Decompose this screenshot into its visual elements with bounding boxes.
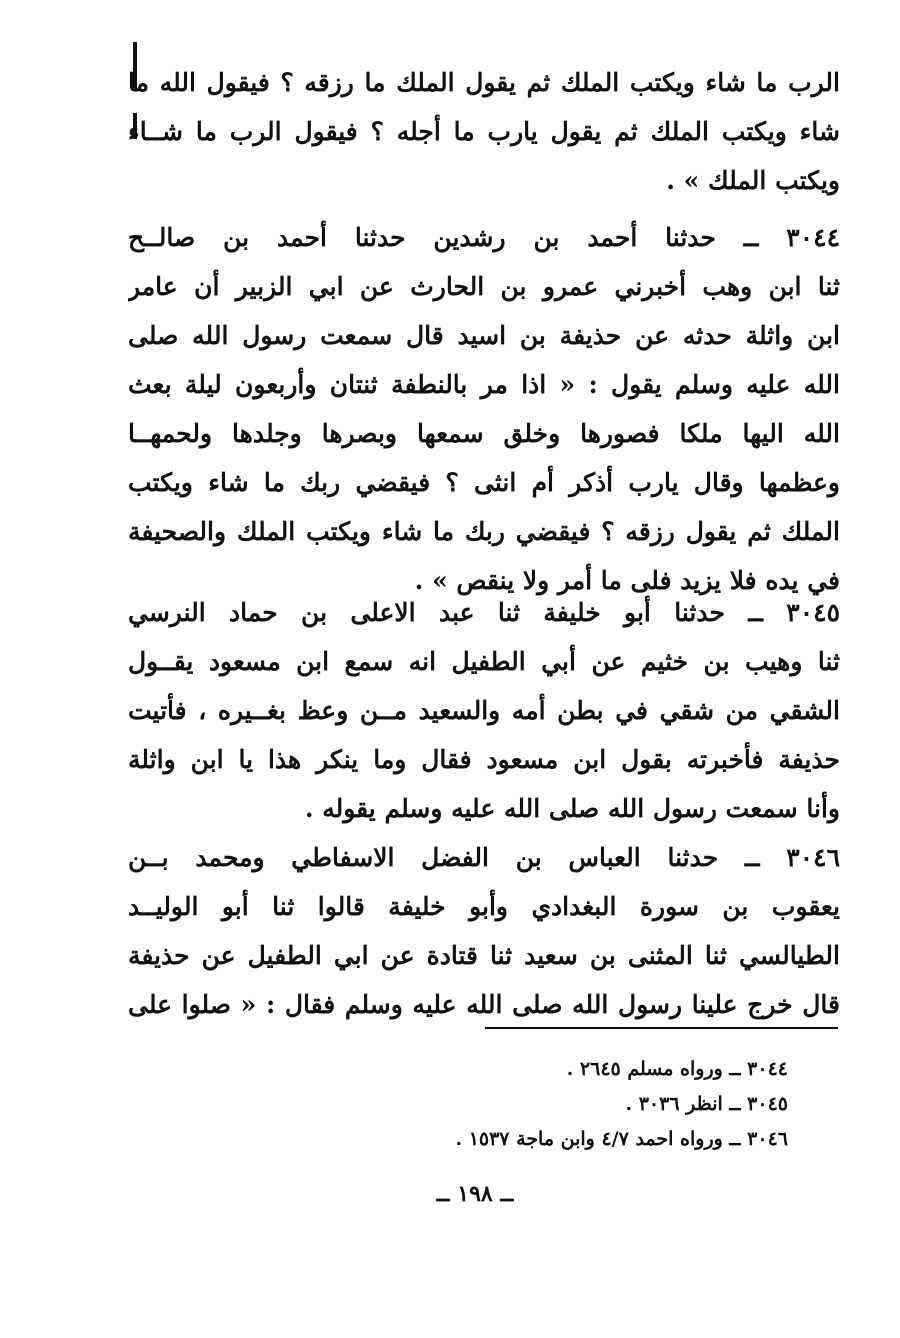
text-line: الطيالسي ثنا المثنى بن سعيد ثنا قتادة عن ابي الطفيل عن حذيفة bbox=[128, 941, 840, 970]
hadith-3046 bbox=[128, 833, 840, 1029]
text-line: الله اليها ملكا فصورها وخلق سمعها وبصرها وجلدها ولحمهــا bbox=[128, 419, 840, 448]
footnote-3044: ٣٠٤٤ ــ ورواه مسلم ٢٦٤٥ . bbox=[566, 1058, 788, 1080]
hadith-continuation bbox=[128, 58, 840, 205]
hadith-heading: ٣٠٤٤ ــ حدثنا أحمد بن رشدين حدثنا أحمد بن صالــح bbox=[128, 223, 840, 252]
text-line: وأنا سمعت رسول الله صلى الله عليه وسلم يقوله . bbox=[304, 794, 840, 823]
hadith-heading: ٣٠٤٦ ــ حدثنا العباس بن الفضل الاسفاطي ومحمد بــن bbox=[128, 843, 840, 872]
text-line: في يده فلا يزيد فلى ما أمر ولا ينقص » . bbox=[414, 566, 840, 595]
text-line: قال خرج علينا رسول الله صلى الله عليه وسلم فقال : « صلوا على bbox=[128, 990, 840, 1019]
hadith-heading: ٣٠٤٥ ــ حدثنا أبو خليفة ثنا عبد الاعلى بن حماد النرسي bbox=[128, 598, 840, 627]
text-line: شاء ويكتب الملك ثم يقول يارب ما أجله ؟ فيقول الرب ما شــاء bbox=[128, 117, 840, 146]
text-line: ثنا ابن وهب أخبرني عمرو بن الحارث عن ابي الزبير أن عامر bbox=[128, 272, 840, 301]
footnote-3045: ٣٠٤٥ ــ انظر ٣٠٣٦ . bbox=[625, 1093, 788, 1115]
footnote-divider bbox=[485, 1027, 838, 1029]
text-line: ويكتب الملك » . bbox=[666, 166, 840, 195]
text-line: الملك ثم يقول رزقه ؟ فيقضي ربك ما شاء ويكتب الملك والصحيفة bbox=[128, 517, 840, 546]
text-line: الشقي من شقي في بطن أمه والسعيد مــن وعظ بغــيره ، فأتيت bbox=[128, 696, 840, 725]
text-line: يعقوب بن سورة البغدادي وأبو خليفة قالوا ثنا أبو الوليــد bbox=[128, 892, 840, 921]
text-line: ثنا وهيب بن خثيم عن أبي الطفيل انه سمع ابن مسعود يقــول bbox=[128, 647, 840, 676]
hadith-3045 bbox=[128, 588, 840, 833]
text-line: الرب ما شاء ويكتب الملك ثم يقول الملك ما رزقه ؟ فيقول الله ما bbox=[128, 68, 840, 97]
text-line: حذيفة فأخبرته بقول ابن مسعود فقال وما ينكر هذا يا ابن واثلة bbox=[128, 745, 840, 774]
page-number: ــ ١٩٨ ــ bbox=[436, 1181, 514, 1207]
text-line: الله عليه وسلم يقول : « اذا مر بالنطفة ثنتان وأربعون ليلة بعث bbox=[128, 370, 840, 399]
footnote-3046: ٣٠٤٦ ــ ورواه احمد ٤/٧ وابن ماجة ١٥٣٧ . bbox=[455, 1128, 788, 1150]
text-line: وعظمها وقال يارب أذكر أم انثى ؟ فيقضي ربك ما شاء ويكتب bbox=[128, 468, 840, 497]
hadith-3044 bbox=[128, 213, 840, 605]
text-line: ابن واثلة حدثه عن حذيفة بن اسيد قال سمعت رسول الله صلى bbox=[128, 321, 840, 350]
footnotes bbox=[360, 1052, 788, 1157]
